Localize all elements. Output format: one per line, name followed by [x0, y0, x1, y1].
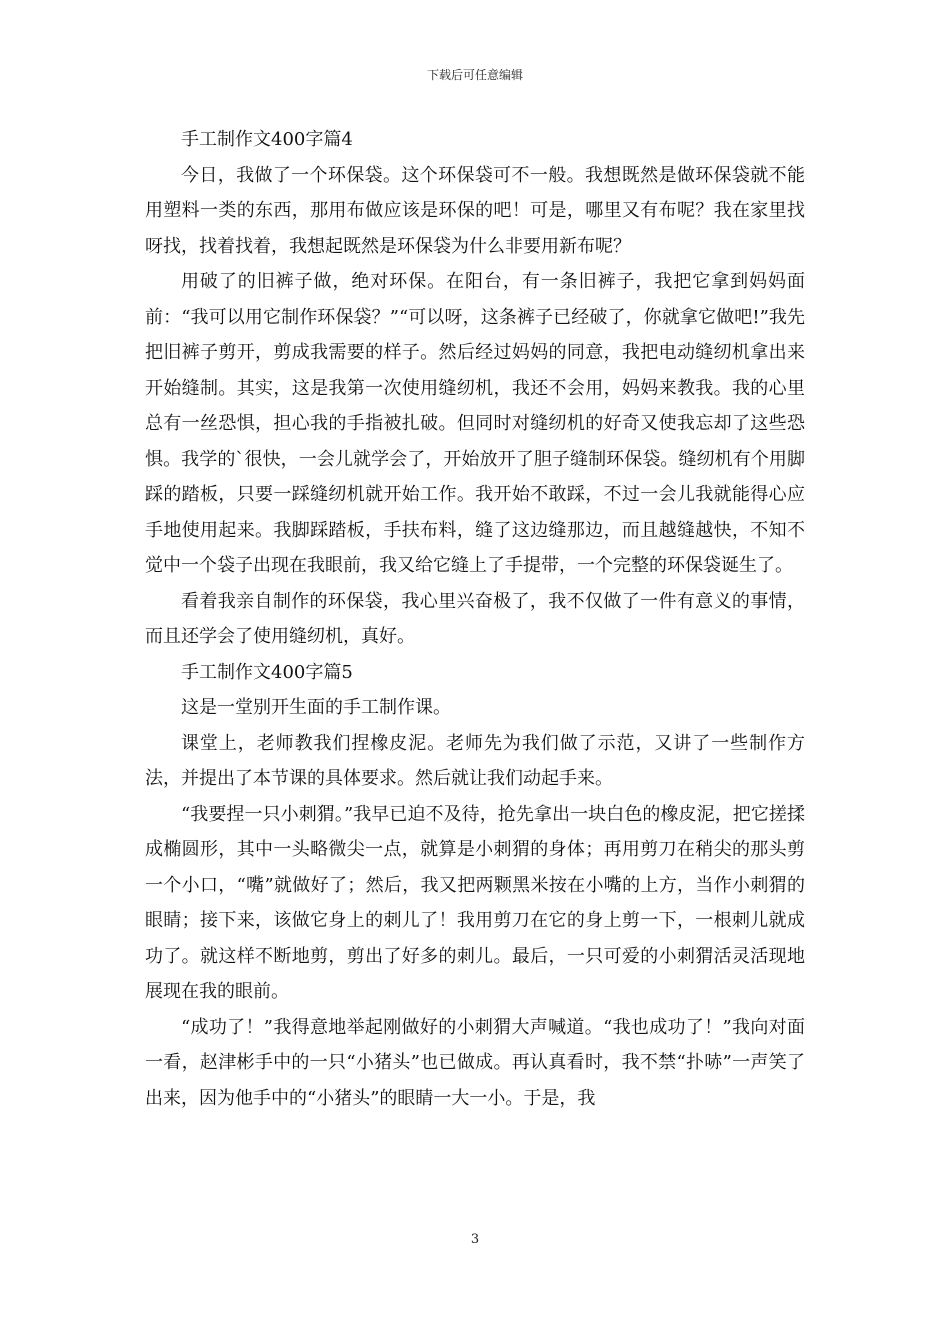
paragraph: “我要捏一只小刺猬。”我早已迫不及待，抢先拿出一块白色的橡皮泥，把它搓揉成椭圆形，其中一头略微尖一点，就算是小刺猬的身体；再用剪刀在稍尖的那头剪一个小口，“嘴”就做好了；然后，我又把两颗黑米按在小嘴的上方，当作小刺猬的眼睛；接下来，该做它身上的刺儿了！我用剪刀在它的身上剪一下，一根刺儿就成功了。就这样不断地剪，剪出了好多的刺儿。最后，一只可爱的小刺猬活灵活现地展现在我的眼前。 [145, 803, 805, 1002]
page-number: 3 [470, 1232, 480, 1247]
paragraph: “成功了！”我得意地举起刚做好的小刺猬大声喊道。“我也成功了！”我向对面一看，赵津彬手中的一只“小猪头”也已做成。再认真看时，我不禁“扑哧”一声笑了出来，因为他手中的“小猪头”的眼睛一大一小。于是，我 [145, 1016, 805, 1109]
page-header: 下载后可任意编辑 [426, 68, 523, 82]
paragraph: 用破了的旧裤子做，绝对环保。在阳台，有一条旧裤子，我把它拿到妈妈面前：“我可以用它制作环保袋？”“可以呀，这条裤子已经破了，你就拿它做吧!”我先把旧裤子剪开，剪成我需要的样子。然后经过妈妈的同意，我把电动缝纫机拿出来开始缝制。其实，这是我第一次使用缝纫机，我还不会用，妈妈来教我。我的心里总有一丝恐惧，担心我的手指被扎破。但同时对缝纫机的好奇又使我忘却了这些恐惧。我学的`很快，一会儿就学会了，开始放开了胆子缝制环保袋。缝纫机有个用脚踩的踏板，只要一踩缝纫机就开始工作。我开始不敢踩，不过一会儿我就能得心应手地使用起来。我脚踩踏板，手扶布料，缝了这边缝那边，而且越缝越快，不知不觉中一个袋子出现在我眼前，我又给它缝上了手提带，一个完整的环保袋诞生了。 [145, 271, 805, 576]
section-title-5: 手工制作文400字篇5 [181, 661, 353, 683]
paragraph: 课堂上，老师教我们捏橡皮泥。老师先为我们做了示范，又讲了一些制作方法，并提出了本节课的具体要求。然后就让我们动起手来。 [145, 732, 805, 789]
paragraph: 看着我亲自制作的环保袋，我心里兴奋极了，我不仅做了一件有意义的事情，而且还学会了使用缝纫机，真好。 [145, 590, 805, 647]
paragraph: 今日，我做了一个环保袋。这个环保袋可不一般。我想既然是做环保袋就不能用塑料一类的东西，那用布做应该是环保的吧！可是，哪里又有布呢？我在家里找呀找，找着找着，我想起既然是环保袋为什么非要用新布呢？ [145, 164, 805, 257]
document-body [145, 122, 805, 1116]
section-title-4: 手工制作文400字篇4 [181, 129, 353, 150]
paragraph: 这是一堂别开生面的手工制作课。 [181, 697, 451, 718]
